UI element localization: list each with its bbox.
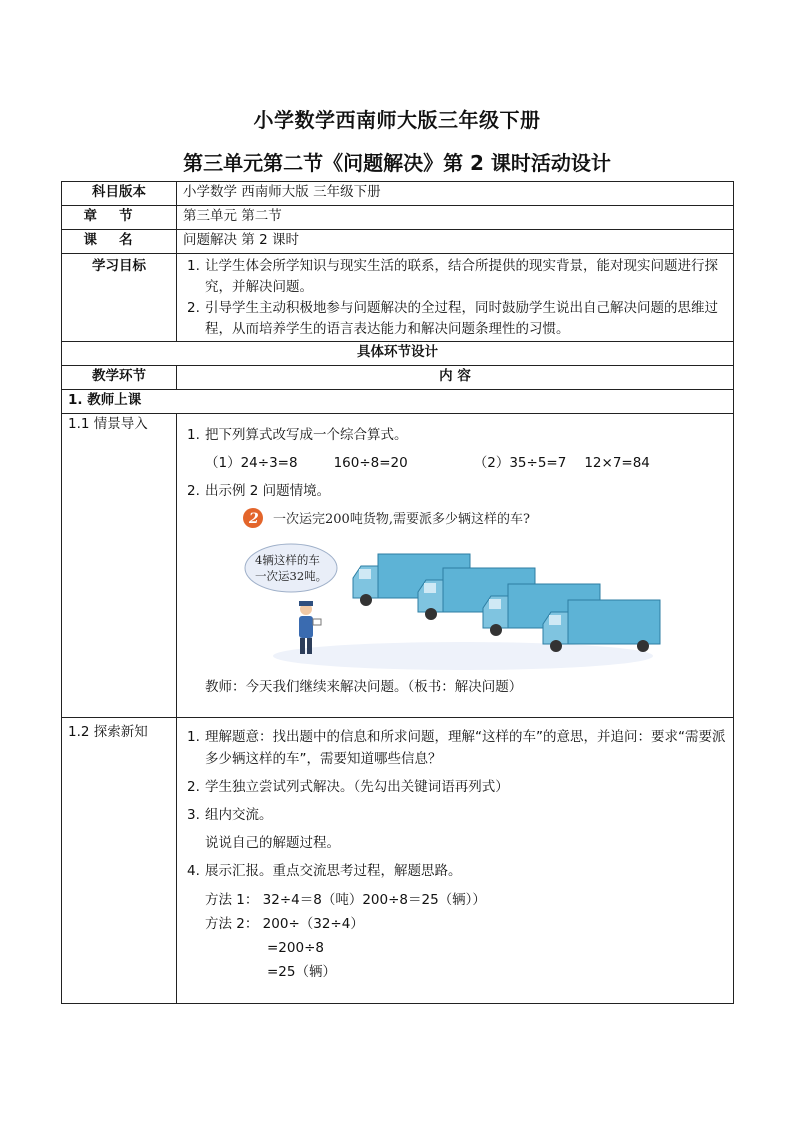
bubble-line2: 一次运32吨。 xyxy=(255,569,328,583)
value-chapter: 第三单元 第二节 xyxy=(177,206,734,230)
equation: （1）24÷3=8 xyxy=(205,455,298,471)
label-chapter: 章节 xyxy=(62,206,177,230)
design-heading: 具体环节设计 xyxy=(62,342,734,366)
method-1: 方法 1： 32÷4＝8（吨）200÷8＝25（辆）） xyxy=(205,892,486,908)
solutions xyxy=(183,888,727,984)
label-situation: 1.1 情景导入 xyxy=(62,414,177,718)
example-illustration xyxy=(183,506,727,676)
situation-content: 1. 把下列算式改写成一个综合算式。 （1）24÷3=8 160÷8=20 （2）35÷5=7 12×7=84 2. 出示例 2 问题情境。 2 一次运完200吨货物,需要派多少辆这样的车? 4辆这样的车 一次运32吨。 教师：今天我们继续来解决问题。（板书：解决问题） xyxy=(177,414,734,718)
example-question: 一次运完200吨货物,需要派多少辆这样的车? xyxy=(273,512,530,527)
bubble-line1: 4辆这样的车 xyxy=(255,553,320,567)
equation: （2）35÷5=7 xyxy=(473,455,567,471)
lesson-table xyxy=(61,181,734,1004)
value-subject: 小学数学 西南师大版 三年级下册 xyxy=(177,182,734,206)
equation: 12×7=84 xyxy=(584,455,650,471)
goals-list xyxy=(183,256,727,340)
explore-content: 1. 理解题意：找出题中的信息和所求问题，理解“这样的车”的意思，并追问：要求“需要派多少辆这样的车”，需要知道哪些信息？ 2. 学生独立尝试列式解决。（先勾出关键词语再列式） 3. 组内交流。 说说自己的解题过程。 4. 展示汇报。重点交流思考过程，解题思路。 方法 1： 32÷4＝8（吨）200÷8＝25（辆）） 方法 2： 200÷（32÷4） =200÷8 =25（辆） xyxy=(177,718,734,1004)
label-explore: 1.2 探索新知 xyxy=(62,718,177,1004)
doc-subtitle: 第三单元第二节《问题解决》第 2 课时活动设计 xyxy=(183,151,611,175)
doc-title: 小学数学西南师大版三年级下册 xyxy=(253,108,541,132)
method-2-step1: =200÷8 xyxy=(267,940,324,956)
item-rewrite: 把下列算式改写成一个综合算式。 xyxy=(205,427,408,443)
label-lesson: 课名 xyxy=(62,230,177,254)
goals-cell xyxy=(177,254,734,342)
worker-figure-icon xyxy=(299,601,321,654)
col-header-step: 教学环节 xyxy=(62,366,177,390)
method-2: 方法 2： 200÷（32÷4） xyxy=(205,916,364,932)
value-lesson: 问题解决 第 2 课时 xyxy=(177,230,734,254)
section-teacher-class: 1. 教师上课 xyxy=(62,390,734,414)
step-try: 学生独立尝试列式解决。（先勾出关键词语再列式） xyxy=(205,779,509,795)
goal-item: 1. 让学生体会所学知识与现实生活的联系，结合所提供的现实背景，能对现实问题进行探究，并解决问题。 xyxy=(187,258,718,295)
step-understand: 理解题意：找出题中的信息和所求问题，理解“这样的车”的意思，并追问：要求“需要派多少辆这样的车”，需要知道哪些信息？ xyxy=(205,729,726,767)
step-discuss-detail: 说说自己的解题过程。 xyxy=(205,835,340,851)
method-2-step2: =25（辆） xyxy=(267,964,336,980)
step-report: 展示汇报。重点交流思考过程，解题思路。 xyxy=(205,863,462,879)
svg-text:2: 2 xyxy=(249,511,259,527)
speech-cloud-icon xyxy=(245,544,337,592)
label-goals: 学习目标 xyxy=(62,254,177,342)
equations-row xyxy=(183,452,727,474)
step-discuss: 组内交流。 xyxy=(205,807,273,823)
item-example: 出示例 2 问题情境。 xyxy=(205,483,331,499)
col-header-content: 内 容 xyxy=(177,366,734,390)
equation: 160÷8=20 xyxy=(333,455,408,471)
example-badge-icon xyxy=(243,508,263,528)
label-subject: 科目版本 xyxy=(62,182,177,206)
teacher-line: 教师：今天我们继续来解决问题。（板书：解决问题） xyxy=(205,679,523,695)
goal-item: 2. 引导学生主动积极地参与问题解决的全过程，同时鼓励学生说出自己解决问题的思维过程，从而培养学生的语言表达能力和解决问题条理性的习惯。 xyxy=(187,300,718,337)
